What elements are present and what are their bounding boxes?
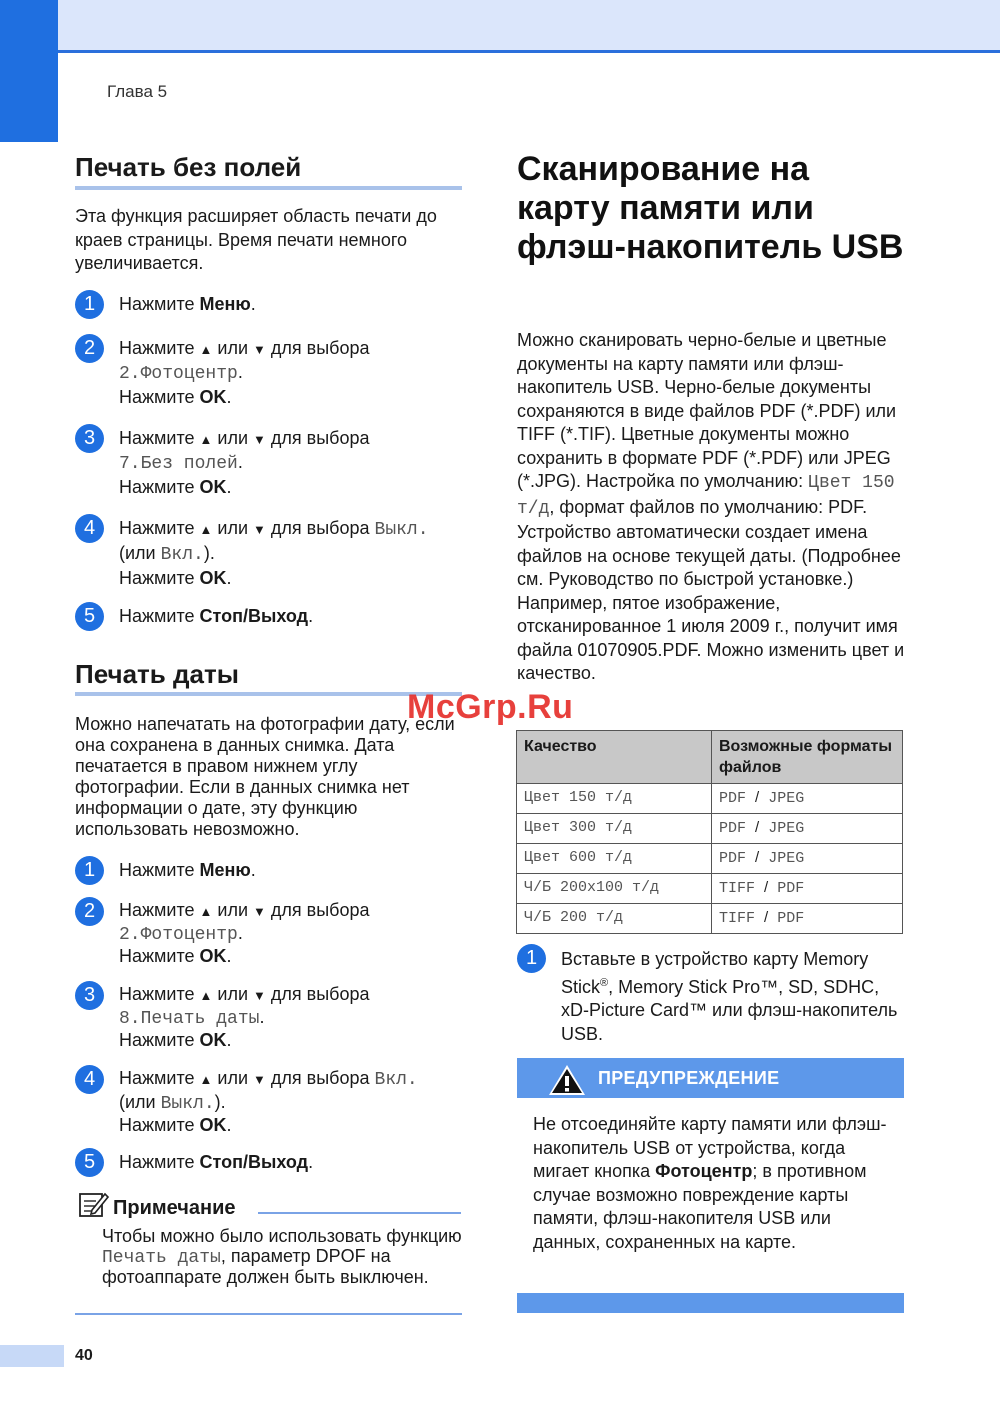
- borderless-intro: Эта функция расширяет область печати до краев страницы. Время печати немного увеличивается.: [75, 206, 437, 273]
- note-title: Примечание: [113, 1197, 236, 1219]
- note-body: Чтобы можно было использовать функцию Печать даты, параметр DPOF на фотоаппарате должен быть выключен.: [102, 1226, 462, 1287]
- step-text: Нажмите Стоп/Выход.: [119, 606, 314, 626]
- menu-item: Выкл.: [374, 520, 429, 540]
- up-arrow-icon: ▲: [199, 1072, 213, 1087]
- step-text: Нажмите Меню.: [119, 294, 256, 314]
- quality-cell: Цвет 600 т/д: [517, 844, 712, 874]
- menu-item: 7.Без полей: [119, 454, 238, 474]
- step-number: 2: [75, 334, 104, 363]
- up-arrow-icon: ▲: [199, 522, 213, 537]
- formats-table: [516, 730, 903, 934]
- step-text: Нажмите ▲ или ▼ для выбора 2.Фотоцентр. Нажмите OK.: [119, 900, 370, 966]
- up-arrow-icon: ▲: [199, 988, 213, 1003]
- down-arrow-icon: ▼: [253, 342, 266, 357]
- formats-cell: PDF / JPEG: [712, 844, 903, 874]
- down-arrow-icon: ▼: [253, 1072, 266, 1087]
- section-rule: [75, 692, 462, 696]
- menu-item: 2.Фотоцентр: [119, 364, 238, 384]
- warning-label: ПРЕДУПРЕЖДЕНИЕ: [598, 1068, 780, 1088]
- page-title: Сканирование на карту памяти или флэш-накопитель USB: [517, 150, 904, 266]
- step-text: Нажмите ▲ или ▼ для выбора Выкл. (или Вкл.). Нажмите OK.: [119, 518, 429, 588]
- step-text: Нажмите ▲ или ▼ для выбора Вкл. (или Выкл.). Нажмите OK.: [119, 1068, 418, 1135]
- warning-icon: [548, 1064, 586, 1096]
- table-row: [517, 814, 903, 844]
- step-number: 1: [75, 856, 104, 885]
- step-number: 3: [75, 424, 104, 453]
- up-arrow-icon: ▲: [199, 342, 213, 357]
- step-number: 2: [75, 897, 104, 926]
- quality-cell: Цвет 300 т/д: [517, 814, 712, 844]
- quality-cell: Цвет 150 т/д: [517, 784, 712, 814]
- down-arrow-icon: ▼: [253, 432, 266, 447]
- menu-item: 2.Фотоцентр: [119, 924, 238, 945]
- down-arrow-icon: ▼: [253, 522, 266, 537]
- table-header-row: [517, 731, 903, 784]
- chapter-label: Глава 5: [107, 82, 168, 101]
- up-arrow-icon: ▲: [199, 904, 213, 919]
- step-number: 4: [75, 1065, 104, 1094]
- scan-step-1: [517, 944, 546, 973]
- note-line: [258, 1212, 461, 1214]
- step-text: Нажмите ▲ или ▼ для выбора 8.Печать даты. Нажмите OK.: [119, 984, 370, 1050]
- quality-cell: Ч/Б 200 т/д: [517, 904, 712, 934]
- note-bottom-line: [75, 1313, 462, 1315]
- section-rule: [75, 186, 462, 190]
- date-print-intro: Можно напечатать на фотографии дату, если она сохранена в данных снимка. Дата печатается в правом нижнем углу фотографии. Если в данных снимка нет информации о дате, эту функцию использовать невозможно.: [75, 714, 455, 839]
- quality-cell: Ч/Б 200x100 т/д: [517, 874, 712, 904]
- step-number: 4: [75, 514, 104, 543]
- up-arrow-icon: ▲: [199, 432, 213, 447]
- header-line: [58, 50, 1000, 53]
- step-number: 1: [75, 290, 104, 319]
- watermark: McGrp.Ru: [407, 688, 574, 726]
- step-number: 5: [75, 1148, 104, 1177]
- formats-cell: TIFF / PDF: [712, 904, 903, 934]
- chapter-tab: [0, 0, 58, 142]
- section-title-borderless: Печать без полей: [75, 152, 302, 182]
- menu-item: Вкл.: [374, 1070, 418, 1090]
- formats-cell: PDF / JPEG: [712, 784, 903, 814]
- header-band: [0, 0, 1000, 52]
- step-number: 3: [75, 981, 104, 1010]
- table-row: [517, 904, 903, 934]
- step-number: 1: [517, 944, 546, 973]
- note-icon: [78, 1190, 110, 1220]
- table-row: [517, 844, 903, 874]
- down-arrow-icon: ▼: [253, 904, 266, 919]
- menu-item: 8.Печать даты: [119, 1008, 260, 1029]
- formats-cell: TIFF / PDF: [712, 874, 903, 904]
- table-row: [517, 784, 903, 814]
- scan-description: Можно сканировать черно-белые и цветные документы на карту памяти или флэш-накопитель USB. Черно-белые документы сохраняются в виде файлов PDF (*.PDF) или TIFF (*.TIF). Цветные документы можно сохранить в формате PDF (*.PDF) или JPEG (*.JPG). Настройка по умолчанию: Цвет 150 т/д, формат файлов по умолчанию: PDF. Устройство автоматически создает имена файлов на основе текущей даты. (Подробнее см. Руководство по быстрой установке.) Например, пятое изображение, отсканированное 1 июля 2009 г., получит имя файла 01070905.PDF. Можно изменить цвет и качество.: [517, 330, 905, 683]
- section-title-date-print: Печать даты: [75, 659, 239, 689]
- page-number: 40: [75, 1347, 93, 1364]
- table-header-cell: Качество: [517, 731, 712, 784]
- step-text: Нажмите ▲ или ▼ для выбора 2.Фотоцентр. Нажмите OK.: [119, 338, 370, 407]
- step-text: Нажмите Меню.: [119, 860, 256, 880]
- table-header-cell: Возможные форматы файлов: [712, 731, 903, 784]
- step-number: 5: [75, 602, 104, 631]
- warning-body: Не отсоединяйте карту памяти или флэш-накопитель USB от устройства, когда мигает кнопка Фотоцентр; в противном случае возможно повреждение карты памяти, флэш-накопителя USB или данных, сохраненных на карте.: [533, 1114, 887, 1252]
- step-text: Нажмите Стоп/Выход.: [119, 1152, 314, 1172]
- footer-tab: [0, 1345, 64, 1367]
- table-row: [517, 874, 903, 904]
- formats-cell: PDF / JPEG: [712, 814, 903, 844]
- scan-step-1-text: Вставьте в устройство карту Memory Stick®, Memory Stick Pro™, SD, SDHC, xD-Picture Card™ или флэш-накопитель USB.: [561, 949, 898, 1044]
- step-text: Нажмите ▲ или ▼ для выбора 7.Без полей. Нажмите OK.: [119, 428, 370, 497]
- warning-bottom-bar: [517, 1293, 904, 1313]
- down-arrow-icon: ▼: [253, 988, 266, 1003]
